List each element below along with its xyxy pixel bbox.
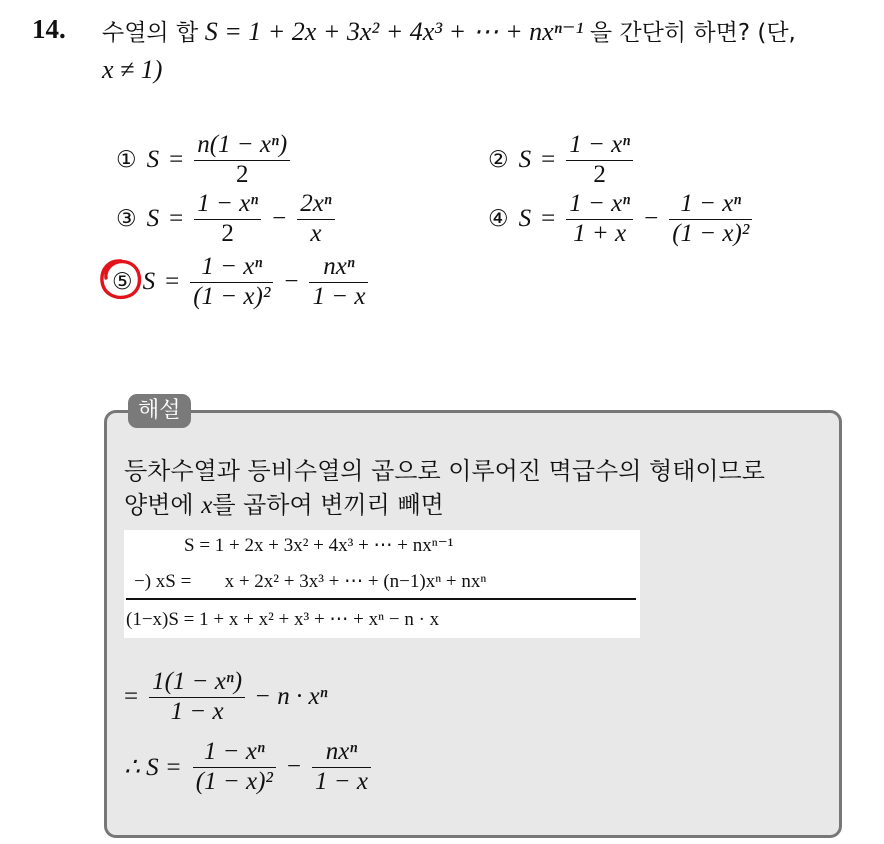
explanation-line-1: 등차수열과 등비수열의 곱으로 이루어진 멱급수의 형태이므로: [124, 457, 765, 485]
numerator: n(1 − xⁿ): [194, 131, 290, 161]
denominator: 2: [593, 160, 606, 188]
fraction: [194, 190, 261, 249]
numerator: nxⁿ: [312, 738, 371, 768]
choice-mark: ①: [116, 147, 137, 174]
equals-sign: =: [169, 146, 184, 174]
choice-4[interactable]: [488, 190, 755, 249]
subtraction-panel: [124, 530, 640, 638]
numerator: 1 − xⁿ: [669, 190, 752, 220]
choice-lhs: S: [518, 205, 532, 233]
numerator: 1 − xⁿ: [190, 253, 273, 283]
question-line-1: [102, 14, 796, 47]
fraction: [194, 131, 290, 190]
explanation-line-2-prefix: 양변에: [124, 491, 194, 519]
numerator: 1 − xⁿ: [566, 131, 633, 161]
equals-sign: =: [165, 268, 180, 296]
explanation-variable: x: [201, 492, 213, 519]
fraction: [669, 190, 752, 249]
choice-mark: ⑤: [112, 269, 133, 296]
choice-mark: ②: [488, 147, 509, 174]
question-condition: x ≠ 1): [102, 55, 163, 84]
choice-lhs: S: [146, 146, 160, 174]
result-line-1: [124, 668, 327, 727]
fraction: [309, 253, 368, 312]
numerator: 1 − xⁿ: [193, 738, 276, 768]
numerator: 1(1 − xⁿ): [149, 668, 245, 698]
minus-sign: −: [286, 753, 302, 781]
denominator: 1 − x: [170, 697, 224, 725]
result-line-2: [124, 738, 374, 797]
denominator: (1 − x)²: [672, 219, 750, 247]
denominator: 2: [235, 160, 249, 188]
fraction: [566, 190, 633, 249]
denominator: (1 − x)²: [193, 282, 271, 310]
subtraction-row-2: −) xS = x + 2x² + 3x³ + ⋯ + (n−1)xⁿ + nxⁿ: [134, 571, 487, 592]
choice-lhs: S: [142, 268, 156, 296]
choice-5[interactable]: [104, 253, 371, 312]
question-number: 14.: [32, 14, 66, 44]
minus-sign: −: [284, 268, 299, 296]
answer-circle-annotation: [98, 256, 144, 302]
subtraction-rule: [126, 598, 636, 600]
choice-3[interactable]: [116, 190, 338, 249]
choice-mark: ③: [116, 206, 137, 233]
denominator: (1 − x)²: [195, 767, 273, 795]
equals-sign: =: [541, 146, 556, 174]
question-text-prefix: 수열의 합: [102, 20, 199, 46]
choice-mark: ④: [488, 206, 509, 233]
numerator: 1 − xⁿ: [566, 190, 633, 220]
result-suffix: − n · xⁿ: [254, 683, 328, 711]
equals-sign: =: [541, 205, 556, 233]
numerator: 2xⁿ: [297, 190, 334, 220]
choice-2[interactable]: [488, 131, 636, 190]
explanation-line-2-suffix: 를 곱하여 변끼리 빼면: [212, 491, 444, 519]
choice-lhs: S: [518, 146, 532, 174]
question-text-suffix: 을 간단히 하면? (단,: [589, 20, 796, 46]
question-sum-expression: S = 1 + 2x + 3x² + 4x³ + ⋯ + nxⁿ⁻¹: [204, 17, 584, 46]
subtraction-row-1: S = 1 + 2x + 3x² + 4x³ + ⋯ + nxⁿ⁻¹: [184, 535, 454, 556]
explanation-line-2: [124, 485, 444, 520]
explanation-tag: 해설: [128, 394, 191, 428]
denominator: 2: [221, 219, 234, 247]
fraction: [193, 738, 276, 797]
denominator: 1 + x: [573, 219, 627, 247]
minus-sign: −: [644, 205, 659, 233]
denominator: x: [310, 219, 322, 247]
result-prefix: ∴ S =: [124, 754, 182, 782]
minus-sign: −: [272, 205, 287, 233]
numerator: 1 − xⁿ: [194, 190, 261, 220]
fraction: [312, 738, 371, 797]
fraction: [566, 131, 633, 190]
fraction: [149, 668, 245, 727]
denominator: 1 − x: [315, 767, 368, 795]
equals-sign: =: [169, 205, 184, 233]
fraction: [297, 190, 334, 249]
fraction: [190, 253, 273, 312]
choice-lhs: S: [146, 205, 160, 233]
denominator: 1 − x: [312, 282, 366, 310]
choice-1[interactable]: [116, 131, 293, 190]
numerator: nxⁿ: [309, 253, 368, 283]
subtraction-row-3: (1−x)S = 1 + x + x² + x³ + ⋯ + xⁿ − n · x: [126, 609, 440, 630]
result-prefix: =: [124, 683, 139, 711]
